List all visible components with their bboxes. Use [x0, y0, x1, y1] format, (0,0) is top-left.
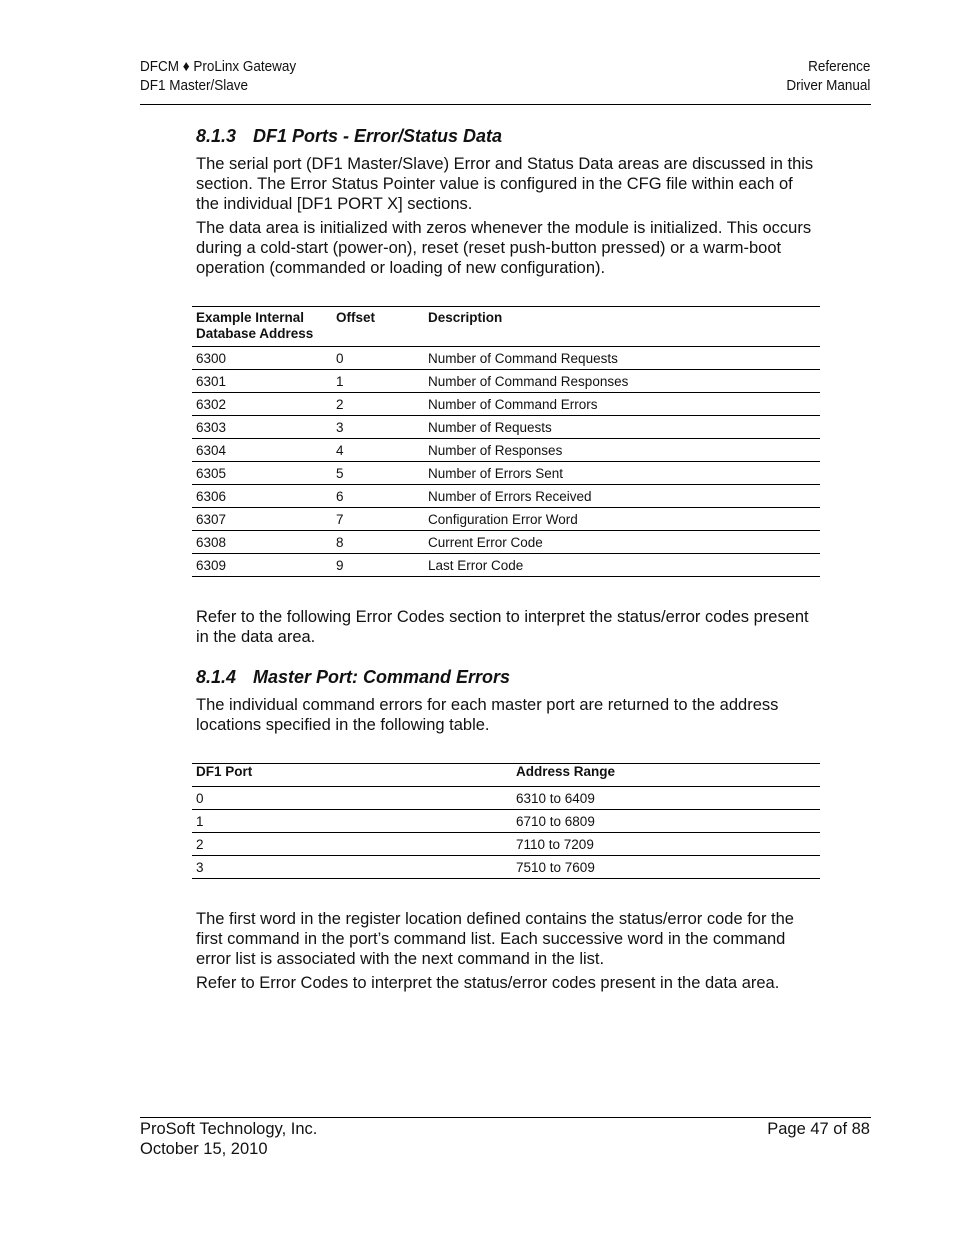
- table-cell: 2: [332, 393, 424, 416]
- table-row: [192, 370, 820, 393]
- table-row: [192, 810, 820, 833]
- table-cell: Number of Requests: [424, 416, 820, 439]
- table-cell: 3: [192, 856, 512, 879]
- table-cell: 8: [332, 531, 424, 554]
- paragraph: The first word in the register location defined contains the status/error code for the first command in the port’s command list. Each successive word in the command error list is associated with the next command in the list.: [196, 910, 794, 968]
- table-cell: Number of Command Responses: [424, 370, 820, 393]
- paragraph: Refer to Error Codes to interpret the status/error codes present in the data area.: [196, 974, 780, 992]
- table-cell: 6309: [192, 554, 332, 577]
- table-cell: Last Error Code: [424, 554, 820, 577]
- table-cell: 0: [192, 787, 512, 810]
- table-cell: Configuration Error Word: [424, 508, 820, 531]
- section-heading-8-1-4: [196, 665, 820, 689]
- header-divider: [140, 104, 871, 105]
- table-row: [192, 554, 820, 577]
- table-cell: Number of Errors Sent: [424, 462, 820, 485]
- section-number: 8.1.4: [196, 667, 237, 687]
- table-row: [192, 416, 820, 439]
- column-header: Address Range: [512, 764, 820, 787]
- table-cell: 6304: [192, 439, 332, 462]
- header-right: [786, 57, 870, 95]
- section-title: DF1 Ports - Error/Status Data: [253, 126, 503, 146]
- column-header: DF1 Port: [192, 764, 512, 787]
- footer-divider: [140, 1117, 871, 1118]
- header-left: [140, 57, 296, 95]
- page-content: [196, 124, 820, 997]
- table-cell: 1: [332, 370, 424, 393]
- column-header: Description: [424, 307, 820, 347]
- footer-company: ProSoft Technology, Inc.: [140, 1120, 318, 1138]
- header-driver: DF1 Master/Slave: [140, 77, 249, 94]
- table-row: [192, 787, 820, 810]
- paragraph: The serial port (DF1 Master/Slave) Error and Status Data areas are discussed in this section. The Error Status Pointer value is configured in the CFG file within each of the individual [DF1 PORT X] sections.: [196, 155, 814, 213]
- paragraph: The individual command errors for each master port are returned to the address locations specified in the following table.: [196, 696, 779, 734]
- paragraph: The data area is initialized with zeros whenever the module is initialized. This occurs during a cold-start (power-on), reset (reset push-button pressed) or a warm-boot operation (commanded or loading of new configuration).: [196, 219, 812, 277]
- table-row: [192, 531, 820, 554]
- column-header: Example Internal Database Address: [192, 307, 332, 347]
- table-cell: 6301: [192, 370, 332, 393]
- table-cell: Current Error Code: [424, 531, 820, 554]
- table-header-row: [192, 307, 820, 347]
- table-cell: 6310 to 6409: [512, 787, 820, 810]
- table-cell: 6306: [192, 485, 332, 508]
- section-number: 8.1.3: [196, 126, 237, 146]
- header-reference: Reference: [807, 58, 870, 75]
- section-title: Master Port: Command Errors: [253, 667, 511, 687]
- footer-date: October 15, 2010: [140, 1140, 268, 1158]
- table-row: [192, 347, 820, 370]
- table-row: [192, 485, 820, 508]
- table-cell: 6302: [192, 393, 332, 416]
- table-header-row: [192, 764, 820, 787]
- table-cell: 7110 to 7209: [512, 833, 820, 856]
- table-cell: 6308: [192, 531, 332, 554]
- footer-right: [767, 1119, 870, 1139]
- table-row: [192, 393, 820, 416]
- table-cell: 6307: [192, 508, 332, 531]
- table-row: [192, 508, 820, 531]
- table-row: [192, 462, 820, 485]
- table-row: [192, 856, 820, 879]
- table-row: [192, 833, 820, 856]
- table-cell: 2: [192, 833, 512, 856]
- paragraph: Refer to the following Error Codes section to interpret the status/error codes present in the data area.: [196, 608, 809, 646]
- table-cell: 7: [332, 508, 424, 531]
- table-cell: 9: [332, 554, 424, 577]
- table-cell: 6300: [192, 347, 332, 370]
- command-errors-table: [192, 763, 820, 879]
- table-cell: Number of Responses: [424, 439, 820, 462]
- header-product: DFCM ♦ ProLinx Gateway: [140, 58, 297, 75]
- footer-left: [140, 1119, 317, 1159]
- table-cell: 6303: [192, 416, 332, 439]
- header-manual: Driver Manual: [785, 77, 870, 94]
- table-cell: 5: [332, 462, 424, 485]
- table-cell: 7510 to 7609: [512, 856, 820, 879]
- table-cell: Number of Errors Received: [424, 485, 820, 508]
- table-cell: Number of Command Requests: [424, 347, 820, 370]
- table-cell: 6305: [192, 462, 332, 485]
- table-cell: 3: [332, 416, 424, 439]
- table-cell: 6710 to 6809: [512, 810, 820, 833]
- table-row: [192, 439, 820, 462]
- section-heading-8-1-3: [196, 124, 820, 148]
- table-cell: 4: [332, 439, 424, 462]
- page-number: Page 47 of 88: [767, 1120, 870, 1138]
- column-header: Offset: [332, 307, 424, 347]
- table-cell: Number of Command Errors: [424, 393, 820, 416]
- error-status-table: [192, 306, 820, 577]
- table-cell: 1: [192, 810, 512, 833]
- table-cell: 0: [332, 347, 424, 370]
- table-cell: 6: [332, 485, 424, 508]
